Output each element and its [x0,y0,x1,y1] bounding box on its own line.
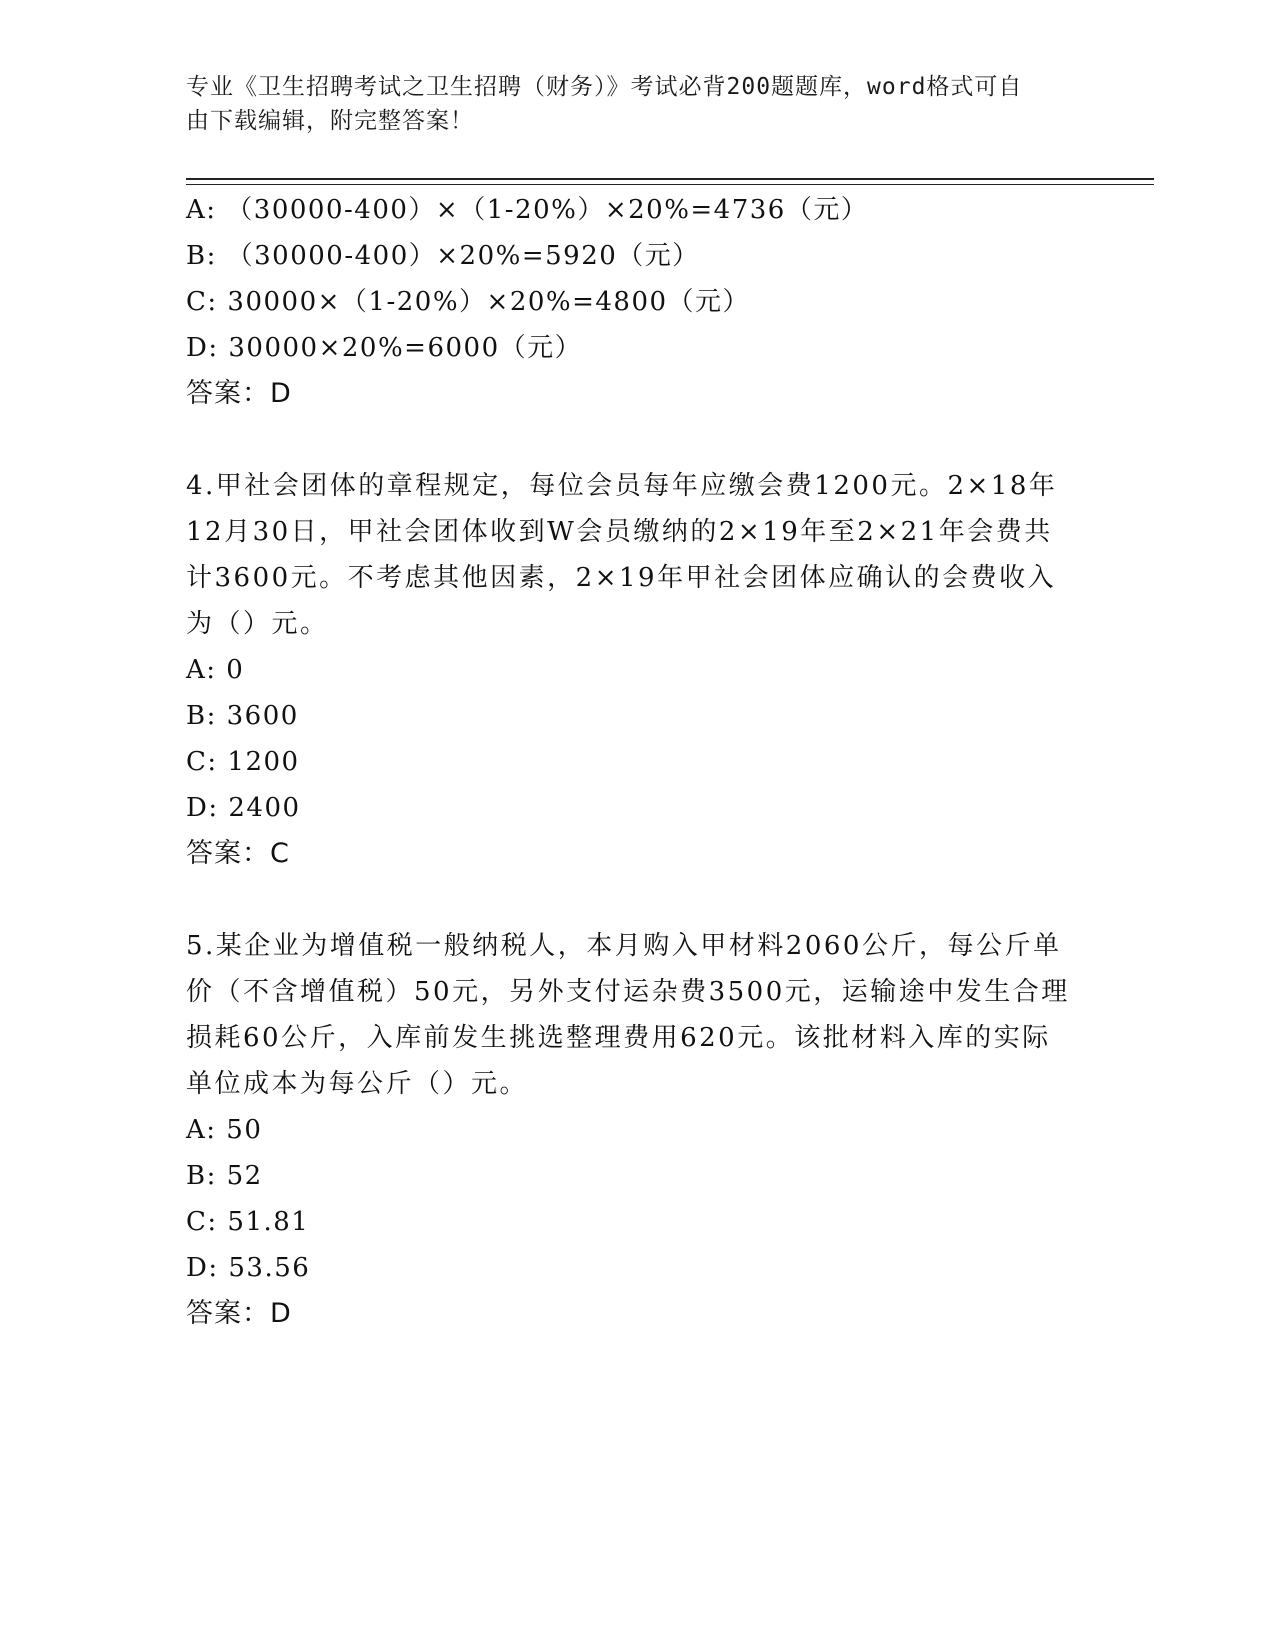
question-3-answer: 答案：D [186,378,292,409]
question-5-options [186,1107,1086,1291]
document-body [186,187,1086,1337]
question-4-options [186,647,1086,831]
option-c: C: 51.81 [186,1207,310,1237]
question-3-options [186,187,1086,371]
option-d: D: 30000×20%=6000（元） [186,333,583,363]
option-a: A: 50 [186,1115,263,1145]
option-d: D: 2400 [186,793,301,823]
option-b: B: （30000-400）×20%=5920（元） [186,241,700,271]
option-a: A: 0 [186,655,245,685]
question-5-line-3: 损耗60公斤，入库前发生挑选整理费用620元。该批材料入库的实际 [186,1023,1051,1053]
header-line-2: 由下载编辑，附完整答案！ [186,108,474,134]
option-c: C: 1200 [186,747,300,777]
question-4-line-1: 4.甲社会团体的章程规定，每位会员每年应缴会费1200元。2×18年 [186,471,1058,501]
question-4-stem [186,463,1086,647]
question-5-stem [186,923,1086,1107]
question-5-line-4: 单位成本为每公斤（）元。 [186,1069,529,1099]
question-5-answer: 答案：D [186,1298,292,1329]
document-header [186,70,1086,138]
spacer [186,877,1086,923]
header-rule-thick [186,178,1154,180]
option-b: B: 52 [186,1161,263,1191]
spacer [186,417,1086,463]
header-rule-thin [186,184,1154,185]
question-4-line-3: 计3600元。不考虑其他因素，2×19年甲社会团体应确认的会费收入 [186,563,1057,593]
header-line-1: 专业《卫生招聘考试之卫生招聘（财务）》考试必背200题题库，word格式可自 [186,74,1023,100]
question-4-line-4: 为（）元。 [186,609,329,639]
option-b: B: 3600 [186,701,299,731]
question-5-line-2: 价（不含增值税）50元，另外支付运杂费3500元，运输途中发生合理 [186,977,1070,1007]
option-a: A: （30000-400）×（1-20%）×20%=4736（元） [186,195,869,225]
question-5-line-1: 5.某企业为增值税一般纳税人，本月购入甲材料2060公斤，每公斤单 [186,931,1062,961]
question-4-answer: 答案：C [186,838,290,869]
option-d: D: 53.56 [186,1253,311,1283]
option-c: C: 30000×（1-20%）×20%=4800（元） [186,287,751,317]
question-4-line-2: 12月30日，甲社会团体收到W会员缴纳的2×19年至2×21年会费共 [186,517,1053,547]
